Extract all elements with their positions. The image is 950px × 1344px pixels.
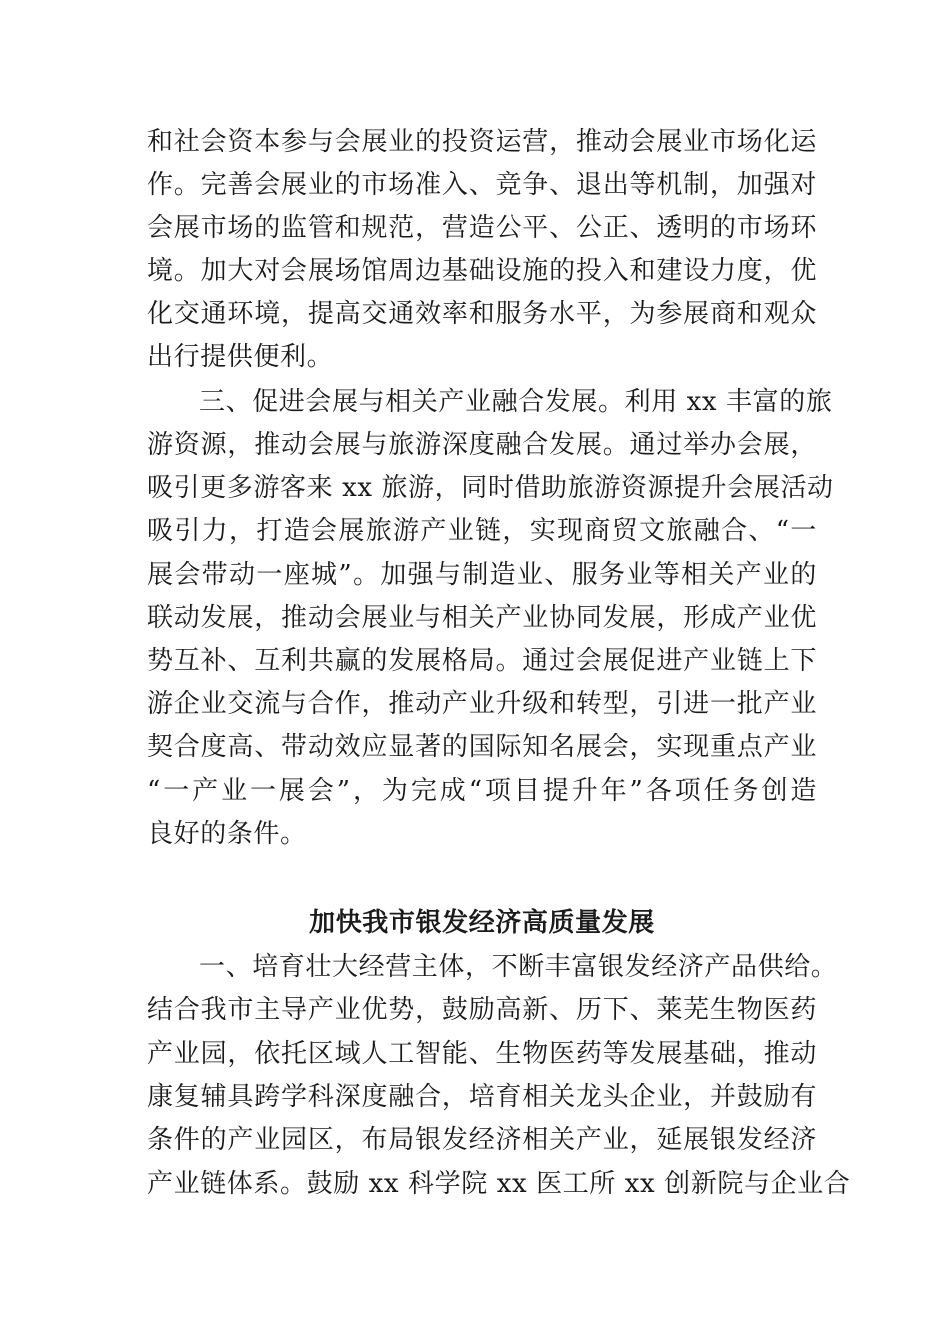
- paragraph-line: 产业园，依托区域人工智能、生物医药等发展基础，推动: [147, 1039, 817, 1069]
- paragraph-line: 展会带动一座城”。加强与制造业、服务业等相关产业的: [147, 560, 817, 590]
- paragraph-line: 产业链体系。鼓励 xx 科学院 xx 医工所 xx 创新院与企业合: [147, 1169, 851, 1199]
- paragraph-line: 游资源，推动会展与旅游深度融合发展。通过举办会展，: [147, 430, 817, 460]
- paragraph-line: 出行提供便利。: [147, 342, 334, 372]
- paragraph-line: “一产业一展会”，为完成“项目提升年”各项任务创造: [147, 776, 817, 806]
- paragraph-line: 吸引力，打造会展旅游产业链，实现商贸文旅融合、“一: [147, 516, 817, 546]
- paragraph-line: 条件的产业园区，布局银发经济相关产业，延展银发经济: [147, 1125, 817, 1155]
- paragraph-line: 一、培育壮大经营主体，不断丰富银发经济产品供给。: [199, 952, 838, 982]
- paragraph-line: 境。加大对会展场馆周边基础设施的投入和建设力度，优: [147, 256, 817, 286]
- paragraph-line: 三、促进会展与相关产业融合发展。利用 xx 丰富的旅: [199, 387, 833, 417]
- paragraph-line: 契合度高、带动效应显著的国际知名展会，实现重点产业: [147, 732, 817, 762]
- paragraph-line: 势互补、互利共赢的发展格局。通过会展促进产业链上下: [147, 646, 817, 676]
- paragraph-line: 结合我市主导产业优势，鼓励高新、历下、莱芜生物医药: [147, 995, 817, 1025]
- paragraph-line: 会展市场的监管和规范，营造公平、公正、透明的市场环: [147, 213, 817, 243]
- paragraph-line: 游企业交流与合作，推动产业升级和转型，引进一批产业: [147, 689, 817, 719]
- article-title: 加快我市银发经济高质量发展: [309, 908, 655, 938]
- paragraph-line: 作。完善会展业的市场准入、竞争、退出等机制，加强对: [147, 170, 817, 200]
- paragraph-line: 和社会资本参与会展业的投资运营，推动会展业市场化运: [147, 127, 817, 157]
- paragraph-line: 康复辅具跨学科深度融合，培育相关龙头企业，并鼓励有: [147, 1082, 817, 1112]
- paragraph-line: 吸引更多游客来 xx 旅游，同时借助旅游资源提升会展活动: [147, 473, 834, 503]
- paragraph-line: 联动发展，推动会展业与相关产业协同发展，形成产业优: [147, 603, 817, 633]
- paragraph-line: 化交通环境，提高交通效率和服务水平，为参展商和观众: [147, 299, 817, 329]
- paragraph-line: 良好的条件。: [147, 819, 307, 849]
